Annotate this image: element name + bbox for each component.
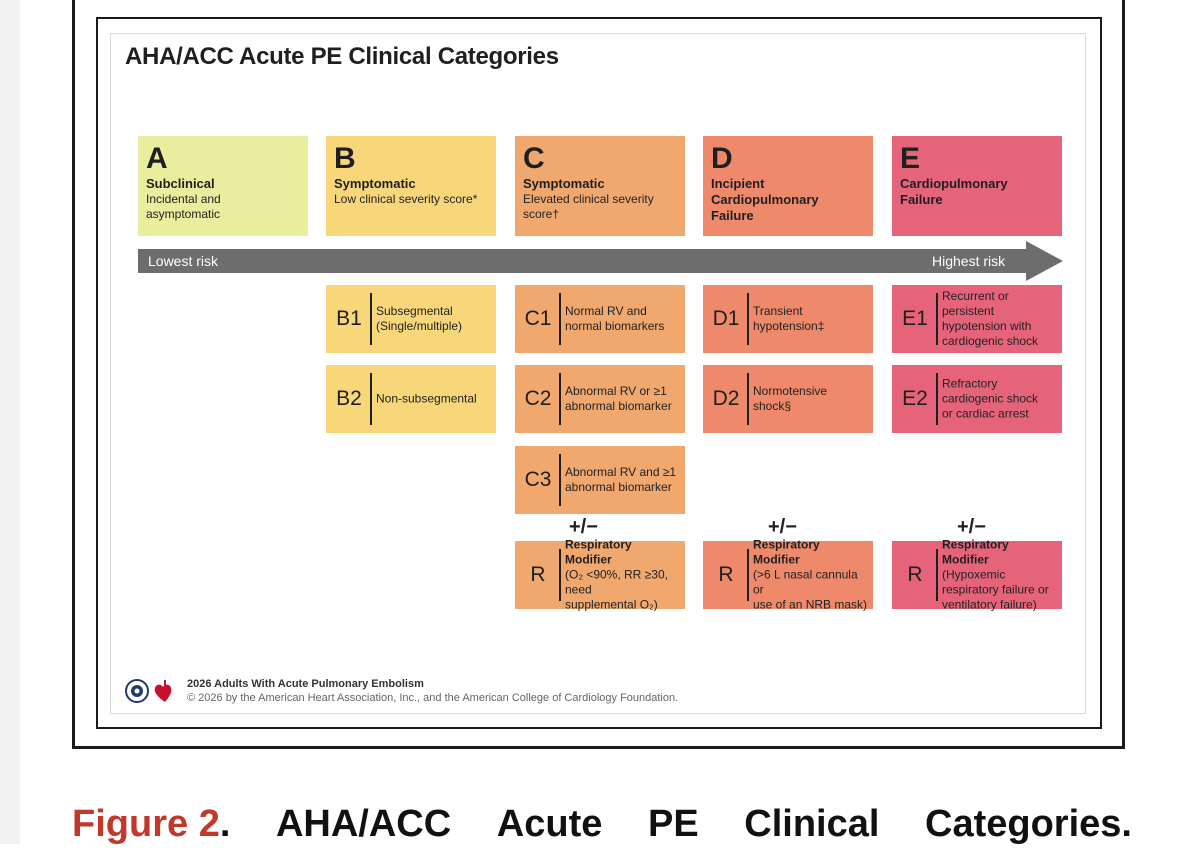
highest-risk-label: Highest risk <box>932 253 1006 269</box>
subcategory-code: C3 <box>524 468 552 491</box>
subcategory-code: D1 <box>712 307 740 330</box>
category-letter: A <box>146 142 168 175</box>
caption-word: AHA/ACC <box>275 803 452 845</box>
subcategory-text: Normotensive shock§ <box>753 384 828 413</box>
caption-word: PE <box>647 803 699 845</box>
respiratory-modifier-d <box>703 537 873 612</box>
caption-word: Clinical <box>744 803 880 845</box>
respiratory-title: Respiratory Modifier <box>942 537 1009 567</box>
respiratory-modifier-e <box>892 537 1062 612</box>
category-d <box>703 136 873 236</box>
category-desc: Low clinical severity score* <box>334 192 478 206</box>
subcategory-text: Refractory cardiogenic shock or cardiac arrest <box>942 376 1039 421</box>
divider <box>370 293 372 345</box>
divider <box>936 549 938 601</box>
category-letter: C <box>523 142 545 175</box>
subcategory-code: B1 <box>336 307 362 330</box>
subcategory-b1 <box>326 285 496 353</box>
footer-guideline-title: 2026 Adults With Acute Pulmonary Embolism <box>187 678 424 690</box>
subcategory-code: E2 <box>902 387 928 410</box>
subcategory-text: Subsegmental (Single/multiple) <box>376 304 463 333</box>
category-letter: E <box>900 142 921 175</box>
subcategory-e1 <box>892 285 1062 353</box>
category-letter: D <box>711 142 733 175</box>
subcategory-code: D2 <box>712 387 740 410</box>
divider <box>936 373 938 425</box>
plus-minus-c: +/− <box>569 516 598 538</box>
subcategory-text: Non-subsegmental <box>376 391 477 406</box>
divider <box>559 293 561 345</box>
subcategory-text: Abnormal RV or ≥1 abnormal biomarker <box>565 384 672 413</box>
respiratory-criteria: (O₂ <90%, RR ≥30, need supplemental O₂) <box>565 567 668 612</box>
caption-word: 2 <box>198 803 220 845</box>
caption-figure-label <box>72 800 230 848</box>
divider <box>747 373 749 425</box>
subcategory-text: Abnormal RV and ≥1 abnormal biomarker <box>565 465 677 494</box>
subcategory-c1 <box>515 285 685 353</box>
category-c <box>515 136 685 236</box>
category-b <box>326 136 496 236</box>
figure-caption <box>72 800 1132 848</box>
respiratory-title: Respiratory Modifier <box>753 537 820 567</box>
category-name: Cardiopulmonary Failure <box>900 176 1008 207</box>
respiratory-criteria: (Hypoxemic respiratory failure or ventilatory failure) <box>942 567 1049 612</box>
plus-minus-e: +/− <box>957 516 986 538</box>
respiratory-code: R <box>718 563 734 586</box>
subcategory-text: Recurrent or persistent hypotension with cardiogenic shock <box>942 289 1039 348</box>
subcategory-code: B2 <box>336 387 362 410</box>
category-name: Incipient Cardiopulmonary Failure <box>711 176 819 223</box>
caption-word: Acute <box>496 803 603 845</box>
respiratory-text <box>753 538 869 613</box>
category-desc: Elevated clinical severity score† <box>523 192 654 221</box>
subcategory-b2 <box>326 365 496 433</box>
risk-arrow <box>138 241 1063 281</box>
diagram-title: AHA/ACC Acute PE Clinical Categories <box>125 43 559 70</box>
respiratory-title: Respiratory Modifier <box>565 537 632 567</box>
subcategory-d1 <box>703 285 873 353</box>
divider <box>370 373 372 425</box>
plus-minus-d: +/− <box>768 516 797 538</box>
category-a <box>138 136 308 236</box>
divider <box>559 454 561 506</box>
respiratory-text <box>942 538 1058 613</box>
subcategory-code: C2 <box>524 387 552 410</box>
category-name: Symptomatic <box>334 176 416 191</box>
divider <box>559 373 561 425</box>
category-e <box>892 136 1062 236</box>
page-margin <box>0 0 20 844</box>
caption-word: Categories. <box>925 803 1132 845</box>
society-logos <box>125 678 177 704</box>
category-name: Symptomatic <box>523 176 605 191</box>
divider <box>936 293 938 345</box>
subcategory-code: C1 <box>524 307 552 330</box>
respiratory-text <box>565 538 681 613</box>
subcategory-text: Normal RV and normal biomarkers <box>565 304 665 333</box>
subcategory-c3 <box>515 446 685 514</box>
divider <box>747 293 749 345</box>
subcategory-d2 <box>703 365 873 433</box>
category-desc: Incidental and asymptomatic <box>146 192 221 221</box>
subcategory-e2 <box>892 365 1062 433</box>
caption-word: Figure <box>72 803 189 845</box>
lowest-risk-label: Lowest risk <box>148 253 219 269</box>
subcategory-text: Transient hypotension‡ <box>753 304 825 333</box>
category-letter: B <box>334 142 356 175</box>
acc-seal-icon <box>126 680 148 702</box>
subcategory-code: E1 <box>902 307 928 330</box>
aha-heart-torch-icon <box>155 680 172 702</box>
respiratory-code: R <box>907 563 923 586</box>
subcategory-c2 <box>515 365 685 433</box>
respiratory-modifier-c <box>515 537 685 612</box>
respiratory-code: R <box>530 563 546 586</box>
divider <box>747 549 749 601</box>
footer-copyright: © 2026 by the American Heart Association, Inc., and the American College of Cardiology Foundation. <box>187 692 679 704</box>
category-name: Subclinical <box>146 176 215 191</box>
caption-period: . <box>219 803 231 845</box>
respiratory-criteria: (>6 L nasal cannula or use of an NRB mask) <box>753 567 868 612</box>
divider <box>559 549 561 601</box>
